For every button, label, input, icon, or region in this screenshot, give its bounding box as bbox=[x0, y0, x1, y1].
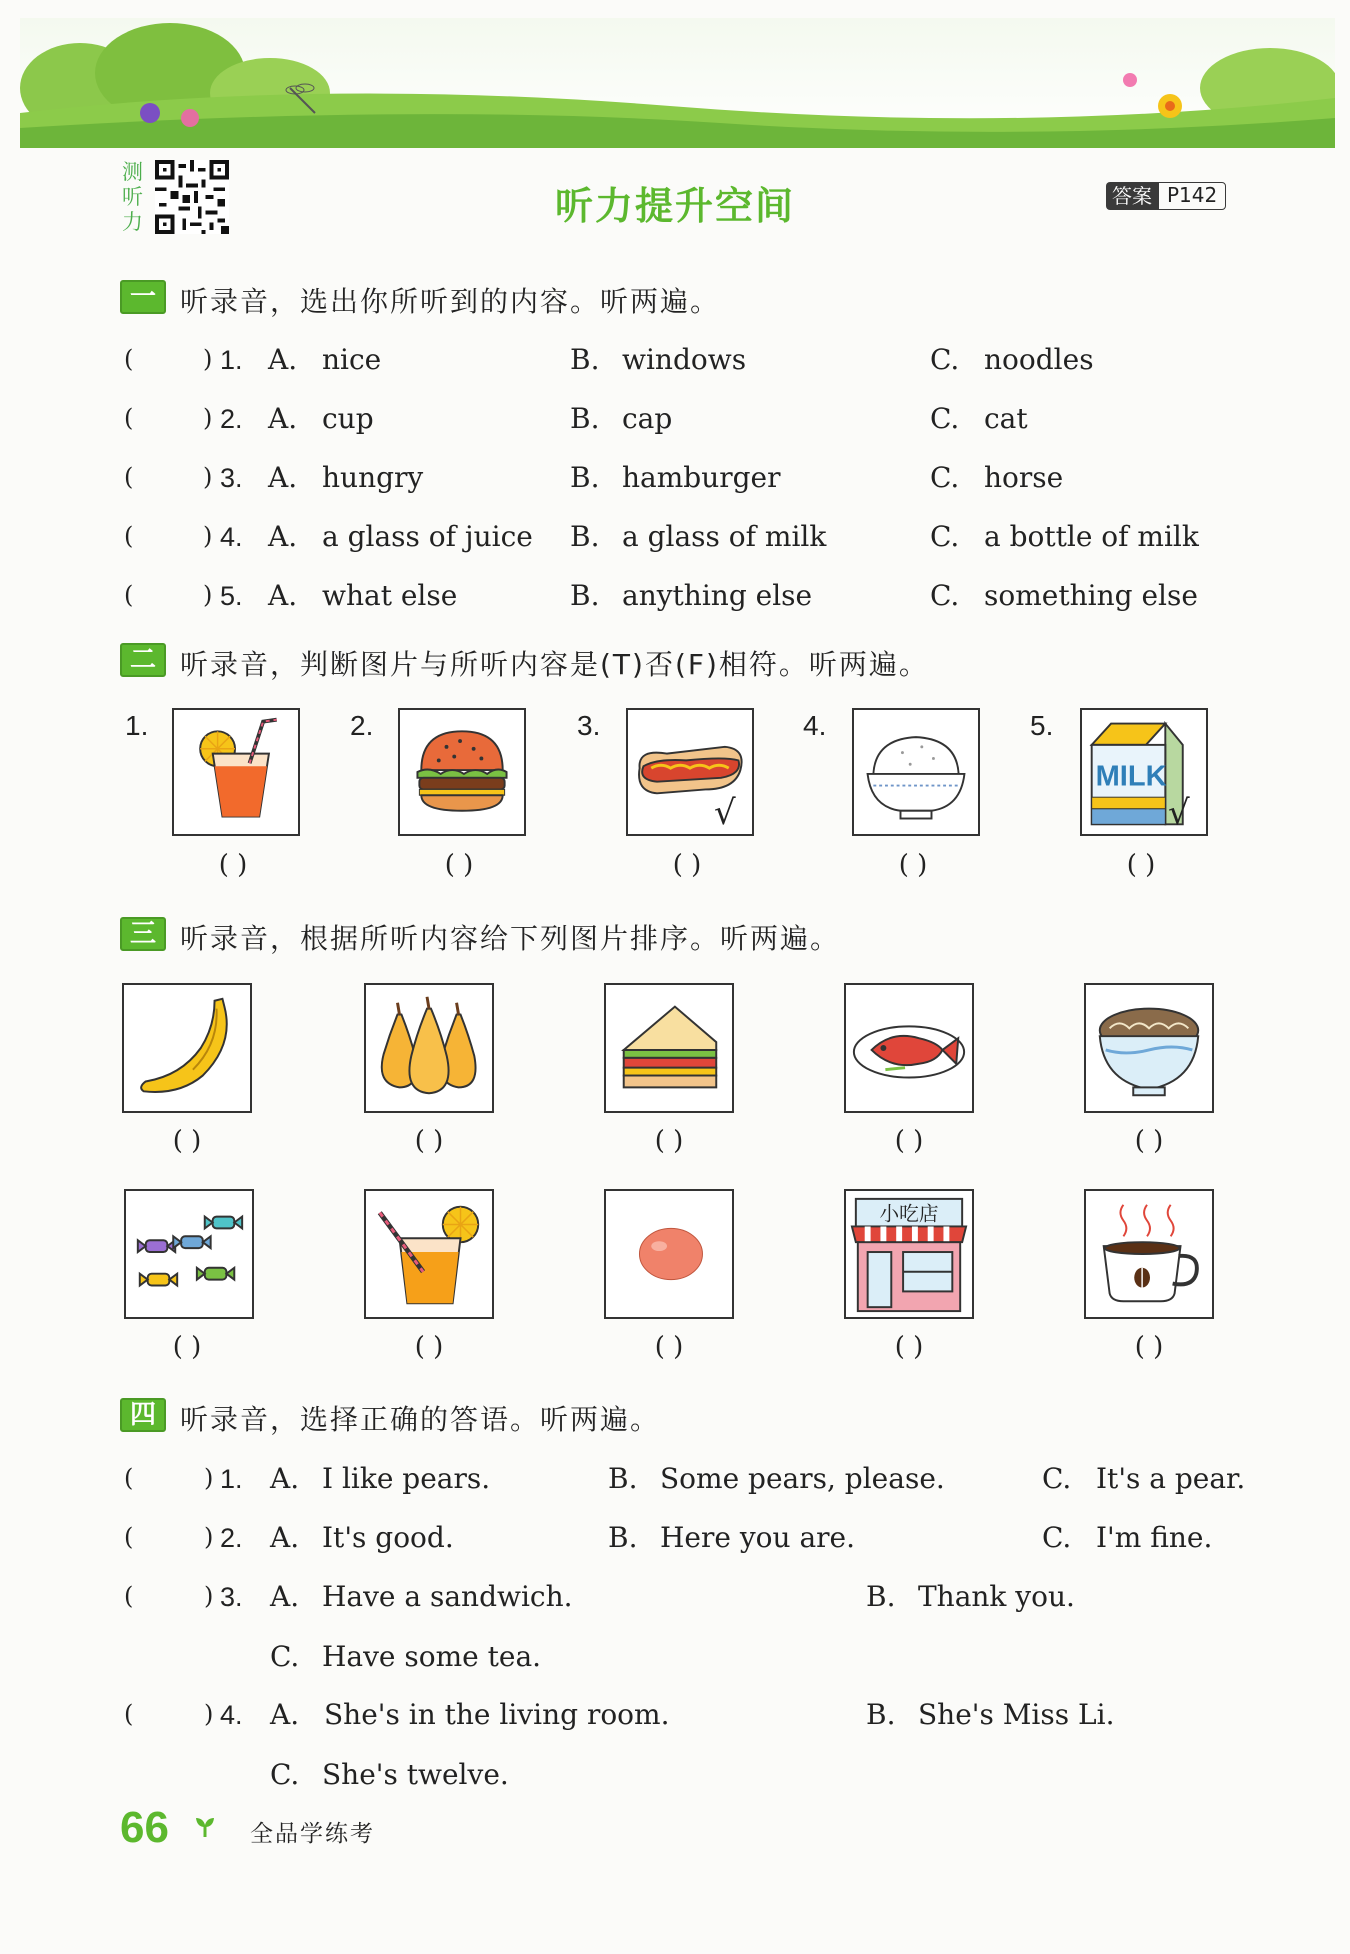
picture-banana bbox=[122, 983, 252, 1113]
answer-blank[interactable] bbox=[150, 1700, 200, 1728]
pears-icon bbox=[366, 985, 492, 1111]
option-b-text: hamburger bbox=[622, 461, 781, 494]
answer-blank[interactable] bbox=[150, 1464, 200, 1492]
picture-juice bbox=[172, 708, 300, 836]
question-number: 3. bbox=[220, 463, 243, 493]
page-number: 66 bbox=[120, 1803, 169, 1852]
paren-open: ( bbox=[124, 463, 134, 491]
option-c-text: It's a pear. bbox=[1096, 1462, 1246, 1495]
section-1-title: 听录音，选出你所听到的内容。听两遍。 bbox=[180, 285, 721, 318]
paren-open: ( bbox=[124, 1523, 134, 1551]
question-number: 2. bbox=[220, 404, 243, 434]
option-c-letter: C. bbox=[270, 1758, 300, 1791]
picture-orange-juice bbox=[364, 1189, 494, 1319]
coffee-icon bbox=[1086, 1191, 1212, 1317]
paren-open: ( bbox=[124, 522, 134, 550]
option-a-letter: A. bbox=[268, 520, 298, 553]
fish-icon bbox=[846, 985, 972, 1111]
option-c-letter: C. bbox=[930, 520, 960, 553]
answer-parentheses[interactable]: ( ) bbox=[414, 1332, 444, 1362]
option-b-text: Some pears, please. bbox=[660, 1462, 945, 1495]
question-number: 4. bbox=[220, 1700, 243, 1730]
paren-open: ( bbox=[124, 404, 134, 432]
option-b-letter: B. bbox=[608, 1521, 638, 1554]
paren-open: ( bbox=[124, 345, 134, 373]
banana-icon bbox=[124, 985, 250, 1111]
shop-sign: 小吃店 bbox=[879, 1202, 939, 1226]
option-a-text: Have a sandwich. bbox=[322, 1580, 573, 1613]
noodles-icon bbox=[1086, 985, 1212, 1111]
answer-label: 答案 bbox=[1106, 182, 1158, 210]
option-a-letter: A. bbox=[268, 579, 298, 612]
picture-fish bbox=[844, 983, 974, 1113]
paren-close: ) bbox=[203, 404, 213, 432]
answer-blank[interactable] bbox=[150, 1582, 200, 1610]
picture-candies bbox=[124, 1189, 254, 1319]
option-c-letter: C. bbox=[1042, 1521, 1072, 1554]
answer-parentheses[interactable]: ( ) bbox=[654, 1126, 684, 1156]
answer-parentheses[interactable]: ( ) bbox=[894, 1126, 924, 1156]
option-b-text: She's Miss Li. bbox=[918, 1698, 1115, 1731]
answer-parentheses[interactable]: ( ) bbox=[172, 1332, 202, 1362]
option-b-text: a glass of milk bbox=[622, 520, 827, 553]
answer-page: P142 bbox=[1158, 182, 1226, 210]
candies-icon bbox=[126, 1191, 252, 1317]
answer-parentheses[interactable]: ( ) bbox=[654, 1332, 684, 1362]
section-2-badge: 二 bbox=[120, 643, 166, 677]
sandwich-icon bbox=[606, 985, 732, 1111]
option-a-text: She's in the living room. bbox=[324, 1698, 670, 1731]
option-a-letter: A. bbox=[270, 1521, 300, 1554]
section-3-title: 听录音，根据所听内容给下列图片排序。听两遍。 bbox=[180, 922, 841, 955]
paren-open: ( bbox=[124, 1464, 134, 1492]
answer-parentheses[interactable]: ( ) bbox=[894, 1332, 924, 1362]
book-name: 全品学练考 bbox=[250, 1821, 375, 1847]
option-a-letter: A. bbox=[270, 1698, 300, 1731]
picture-snack-shop bbox=[844, 1189, 974, 1319]
option-c-letter: C. bbox=[930, 402, 960, 435]
paren-close: ) bbox=[203, 581, 213, 609]
paren-close: ) bbox=[203, 463, 213, 491]
answer-parentheses[interactable]: ( ) bbox=[218, 850, 248, 880]
option-c-text: horse bbox=[984, 461, 1064, 494]
option-b-letter: B. bbox=[866, 1580, 896, 1613]
section-3-badge: 三 bbox=[120, 917, 166, 951]
section-4-title: 听录音，选择正确的答语。听两遍。 bbox=[180, 1403, 661, 1436]
section-4-badge: 四 bbox=[120, 1398, 166, 1432]
answer-parentheses[interactable]: ( ) bbox=[172, 1126, 202, 1156]
paren-close: ) bbox=[204, 1523, 214, 1551]
answer-reference bbox=[1106, 182, 1226, 210]
picture-number: 3. bbox=[577, 710, 601, 741]
option-c-letter: C. bbox=[930, 343, 960, 376]
option-b-text: windows bbox=[622, 343, 747, 376]
option-c-text: a bottle of milk bbox=[984, 520, 1199, 553]
option-b-letter: B. bbox=[570, 343, 600, 376]
picture-number: 2. bbox=[350, 710, 374, 741]
snack-shop-icon bbox=[846, 1191, 972, 1317]
answer-parentheses[interactable]: ( ) bbox=[444, 850, 474, 880]
option-a-text: nice bbox=[322, 343, 382, 376]
qr-label: 测听力 bbox=[122, 160, 143, 234]
option-c-letter: C. bbox=[1042, 1462, 1072, 1495]
option-a-letter: A. bbox=[270, 1462, 300, 1495]
rice-icon bbox=[854, 710, 978, 834]
option-a-letter: A. bbox=[270, 1580, 300, 1613]
sprout-icon bbox=[195, 1815, 215, 1839]
question-number: 4. bbox=[220, 522, 243, 552]
picture-number: 4. bbox=[803, 710, 827, 741]
header-banner bbox=[20, 18, 1335, 148]
option-c-letter: C. bbox=[930, 579, 960, 612]
paren-open: ( bbox=[124, 1700, 134, 1728]
answer-blank[interactable] bbox=[150, 1523, 200, 1551]
picture-number: 1. bbox=[125, 710, 149, 741]
picture-pears bbox=[364, 983, 494, 1113]
option-c-text: She's twelve. bbox=[322, 1758, 509, 1791]
egg-icon bbox=[606, 1191, 732, 1317]
paren-open: ( bbox=[124, 581, 134, 609]
option-c-text: Have some tea. bbox=[322, 1640, 542, 1673]
option-b-text: Thank you. bbox=[918, 1580, 1075, 1613]
option-c-text: I'm fine. bbox=[1096, 1521, 1213, 1554]
option-a-text: cup bbox=[322, 402, 374, 435]
picture-hamburger bbox=[398, 708, 526, 836]
answer-parentheses[interactable]: ( ) bbox=[898, 850, 928, 880]
paren-close: ) bbox=[203, 522, 213, 550]
picture-sandwich bbox=[604, 983, 734, 1113]
check-mark: √ bbox=[714, 793, 736, 833]
question-number: 2. bbox=[220, 1523, 243, 1553]
option-c-letter: C. bbox=[270, 1640, 300, 1673]
hamburger-icon bbox=[400, 710, 524, 834]
paren-close: ) bbox=[204, 1464, 214, 1492]
answer-parentheses[interactable]: ( ) bbox=[1134, 1126, 1164, 1156]
picture-egg bbox=[604, 1189, 734, 1319]
check-mark: √ bbox=[1168, 793, 1190, 833]
option-b-letter: B. bbox=[608, 1462, 638, 1495]
option-c-text: noodles bbox=[984, 343, 1094, 376]
paren-open: ( bbox=[124, 1582, 134, 1610]
answer-parentheses[interactable]: ( ) bbox=[414, 1126, 444, 1156]
option-a-text: what else bbox=[322, 579, 458, 612]
juice-icon bbox=[174, 710, 298, 834]
option-a-text: I like pears. bbox=[322, 1462, 491, 1495]
option-a-text: It's good. bbox=[322, 1521, 454, 1554]
question-number: 5. bbox=[220, 581, 243, 611]
question-number: 3. bbox=[220, 1582, 243, 1612]
option-a-letter: A. bbox=[268, 461, 298, 494]
option-b-text: Here you are. bbox=[660, 1521, 856, 1554]
option-b-text: anything else bbox=[622, 579, 813, 612]
option-b-letter: B. bbox=[570, 461, 600, 494]
picture-rice bbox=[852, 708, 980, 836]
section-1-badge: 一 bbox=[120, 280, 166, 314]
option-b-letter: B. bbox=[866, 1698, 896, 1731]
question-number: 1. bbox=[220, 345, 243, 375]
section-2-title: 听录音，判断图片与所听内容是(T)否(F)相符。听两遍。 bbox=[180, 648, 929, 681]
answer-parentheses[interactable]: ( ) bbox=[672, 850, 702, 880]
orange-juice-icon bbox=[366, 1191, 492, 1317]
option-a-letter: A. bbox=[268, 343, 298, 376]
picture-noodles bbox=[1084, 983, 1214, 1113]
option-a-text: hungry bbox=[322, 461, 424, 494]
option-a-letter: A. bbox=[268, 402, 298, 435]
option-b-text: cap bbox=[622, 402, 673, 435]
option-a-text: a glass of juice bbox=[322, 520, 533, 553]
answer-parentheses[interactable]: ( ) bbox=[1134, 1332, 1164, 1362]
question-number: 1. bbox=[220, 1464, 243, 1494]
paren-close: ) bbox=[204, 1582, 214, 1610]
carton-label: MILK bbox=[1095, 760, 1167, 793]
option-c-text: cat bbox=[984, 402, 1028, 435]
option-c-letter: C. bbox=[930, 461, 960, 494]
option-b-letter: B. bbox=[570, 402, 600, 435]
option-b-letter: B. bbox=[570, 579, 600, 612]
paren-close: ) bbox=[203, 345, 213, 373]
answer-parentheses[interactable]: ( ) bbox=[1126, 850, 1156, 880]
option-c-text: something else bbox=[984, 579, 1198, 612]
picture-coffee bbox=[1084, 1189, 1214, 1319]
page-title: 听力提升空间 bbox=[554, 184, 795, 228]
picture-number: 5. bbox=[1030, 710, 1054, 741]
option-b-letter: B. bbox=[570, 520, 600, 553]
paren-close: ) bbox=[204, 1700, 214, 1728]
